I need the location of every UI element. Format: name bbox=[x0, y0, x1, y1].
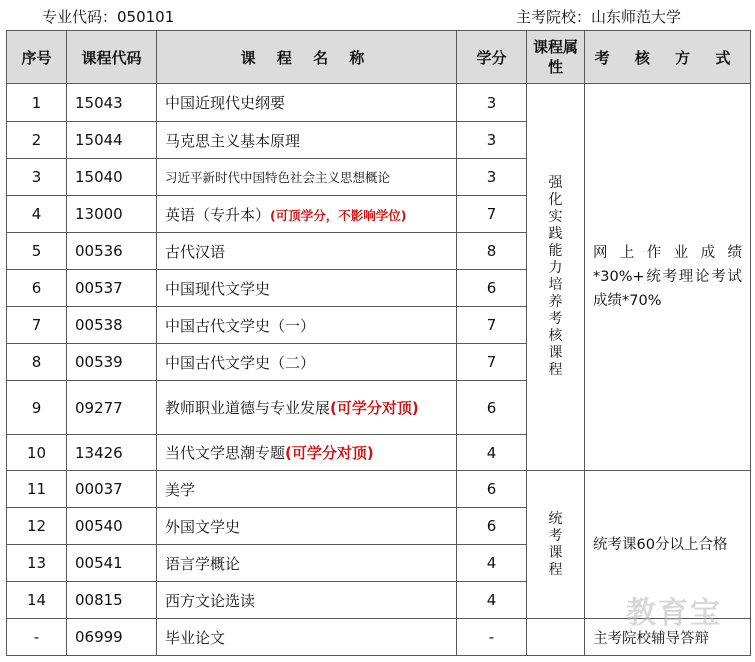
row-code: 15040 bbox=[67, 159, 157, 196]
row-code: 09277 bbox=[67, 381, 157, 435]
row-name bbox=[157, 122, 457, 159]
header-num: 序号 bbox=[7, 31, 67, 84]
row-credit: 4 bbox=[457, 582, 527, 619]
row-credit: 8 bbox=[457, 233, 527, 270]
row-code: 00540 bbox=[67, 508, 157, 545]
row-code: 13000 bbox=[67, 196, 157, 233]
examining-school: 主考院校：山东师范大学 bbox=[516, 8, 682, 26]
credit-note: (可学分对顶) bbox=[285, 444, 374, 462]
row-num: 3 bbox=[7, 159, 67, 196]
row-num: 7 bbox=[7, 307, 67, 344]
header-code: 课程代码 bbox=[67, 31, 157, 84]
row-num: 12 bbox=[7, 508, 67, 545]
row-credit: 4 bbox=[457, 545, 527, 582]
course-name: 英语（专升本） bbox=[165, 205, 271, 224]
row-num: 5 bbox=[7, 233, 67, 270]
table-header-row bbox=[7, 31, 751, 84]
course-name: 中国古代文学史（一） bbox=[165, 316, 316, 335]
row-code: 00537 bbox=[67, 270, 157, 307]
major-code: 专业代码：050101 bbox=[42, 8, 175, 26]
row-name bbox=[157, 508, 457, 545]
course-name: 西方文论选读 bbox=[165, 591, 256, 610]
course-name: 中国现代文学史 bbox=[165, 279, 271, 298]
course-name: 中国近现代史纲要 bbox=[165, 94, 286, 112]
row-name bbox=[157, 381, 457, 435]
credit-note: (可学分对顶) bbox=[330, 398, 419, 417]
row-credit: 4 bbox=[457, 435, 527, 471]
row-credit: 7 bbox=[457, 196, 527, 233]
row-num: 13 bbox=[7, 545, 67, 582]
row-code: 00536 bbox=[67, 233, 157, 270]
row-name bbox=[157, 233, 457, 270]
row-credit: 3 bbox=[457, 84, 527, 122]
course-name: 语言学概论 bbox=[165, 554, 241, 573]
row-name bbox=[157, 582, 457, 619]
header-attr: 课程属性 bbox=[527, 31, 585, 84]
header-name: 课 程 名 称 bbox=[157, 31, 457, 84]
row-name bbox=[157, 270, 457, 307]
row-code: 00815 bbox=[67, 582, 157, 619]
method-thesis: 主考院校辅导答辩 bbox=[585, 619, 751, 656]
row-num: - bbox=[7, 619, 67, 656]
row-name bbox=[157, 307, 457, 344]
row-code: 00037 bbox=[67, 471, 157, 508]
method-unified-text: 统考课60分以上合格 bbox=[593, 536, 728, 553]
header-credit: 学分 bbox=[457, 31, 527, 84]
watermark-logo: 教育宝 bbox=[626, 596, 722, 631]
row-code: 15043 bbox=[67, 84, 157, 122]
row-code: 15044 bbox=[67, 122, 157, 159]
row-num: 2 bbox=[7, 122, 67, 159]
row-num: 11 bbox=[7, 471, 67, 508]
attr-practice-text: 强化实践能力培养考核课程 bbox=[548, 175, 563, 378]
course-name: 古代汉语 bbox=[165, 242, 226, 261]
course-name: 当代文学思潮专题 bbox=[165, 444, 286, 462]
row-code: 00539 bbox=[67, 344, 157, 381]
row-name bbox=[157, 471, 457, 508]
table-row bbox=[7, 84, 751, 122]
course-name: 教师职业道德与专业发展 bbox=[165, 398, 331, 417]
credit-note: (可顶学分，不影响学位) bbox=[270, 207, 407, 223]
method-practice bbox=[585, 84, 751, 471]
row-num: 9 bbox=[7, 381, 67, 435]
row-name bbox=[157, 435, 457, 471]
row-name bbox=[157, 344, 457, 381]
row-name bbox=[157, 545, 457, 582]
row-name bbox=[157, 84, 457, 122]
course-name: 外国文学史 bbox=[165, 517, 241, 536]
attr-unified bbox=[527, 471, 585, 619]
row-num: 8 bbox=[7, 344, 67, 381]
attr-practice bbox=[527, 84, 585, 471]
course-name: 毕业论文 bbox=[165, 628, 226, 647]
row-credit: 3 bbox=[457, 122, 527, 159]
attr-unified-text: 统考课程 bbox=[548, 510, 563, 578]
row-name bbox=[157, 619, 457, 656]
course-name: 马克思主义基本原理 bbox=[165, 131, 301, 150]
row-num: 6 bbox=[7, 270, 67, 307]
header-method: 考 核 方 式 bbox=[585, 31, 751, 84]
row-credit: 7 bbox=[457, 307, 527, 344]
row-num: 1 bbox=[7, 84, 67, 122]
row-code: 00541 bbox=[67, 545, 157, 582]
row-code: 13426 bbox=[67, 435, 157, 471]
row-name bbox=[157, 196, 457, 233]
course-name: 习近平新时代中国特色社会主义思想概论 bbox=[165, 170, 391, 185]
row-num: 4 bbox=[7, 196, 67, 233]
row-name bbox=[157, 159, 457, 196]
row-credit: 6 bbox=[457, 270, 527, 307]
attr-thesis bbox=[527, 619, 585, 656]
row-credit: 3 bbox=[457, 159, 527, 196]
course-table bbox=[6, 30, 751, 656]
row-credit: 6 bbox=[457, 508, 527, 545]
row-credit: 7 bbox=[457, 344, 527, 381]
row-num: 14 bbox=[7, 582, 67, 619]
course-name: 美学 bbox=[165, 480, 196, 499]
course-name: 中国古代文学史（二） bbox=[165, 353, 316, 372]
method-practice-text: 网上作业成绩*30%+统考理论考试成绩*70% bbox=[593, 245, 742, 309]
row-credit: 6 bbox=[457, 381, 527, 435]
document-header bbox=[0, 0, 755, 30]
table-row bbox=[7, 471, 751, 508]
row-credit: 6 bbox=[457, 471, 527, 508]
row-code: 00538 bbox=[67, 307, 157, 344]
row-credit: - bbox=[457, 619, 527, 656]
row-code: 06999 bbox=[67, 619, 157, 656]
row-num: 10 bbox=[7, 435, 67, 471]
